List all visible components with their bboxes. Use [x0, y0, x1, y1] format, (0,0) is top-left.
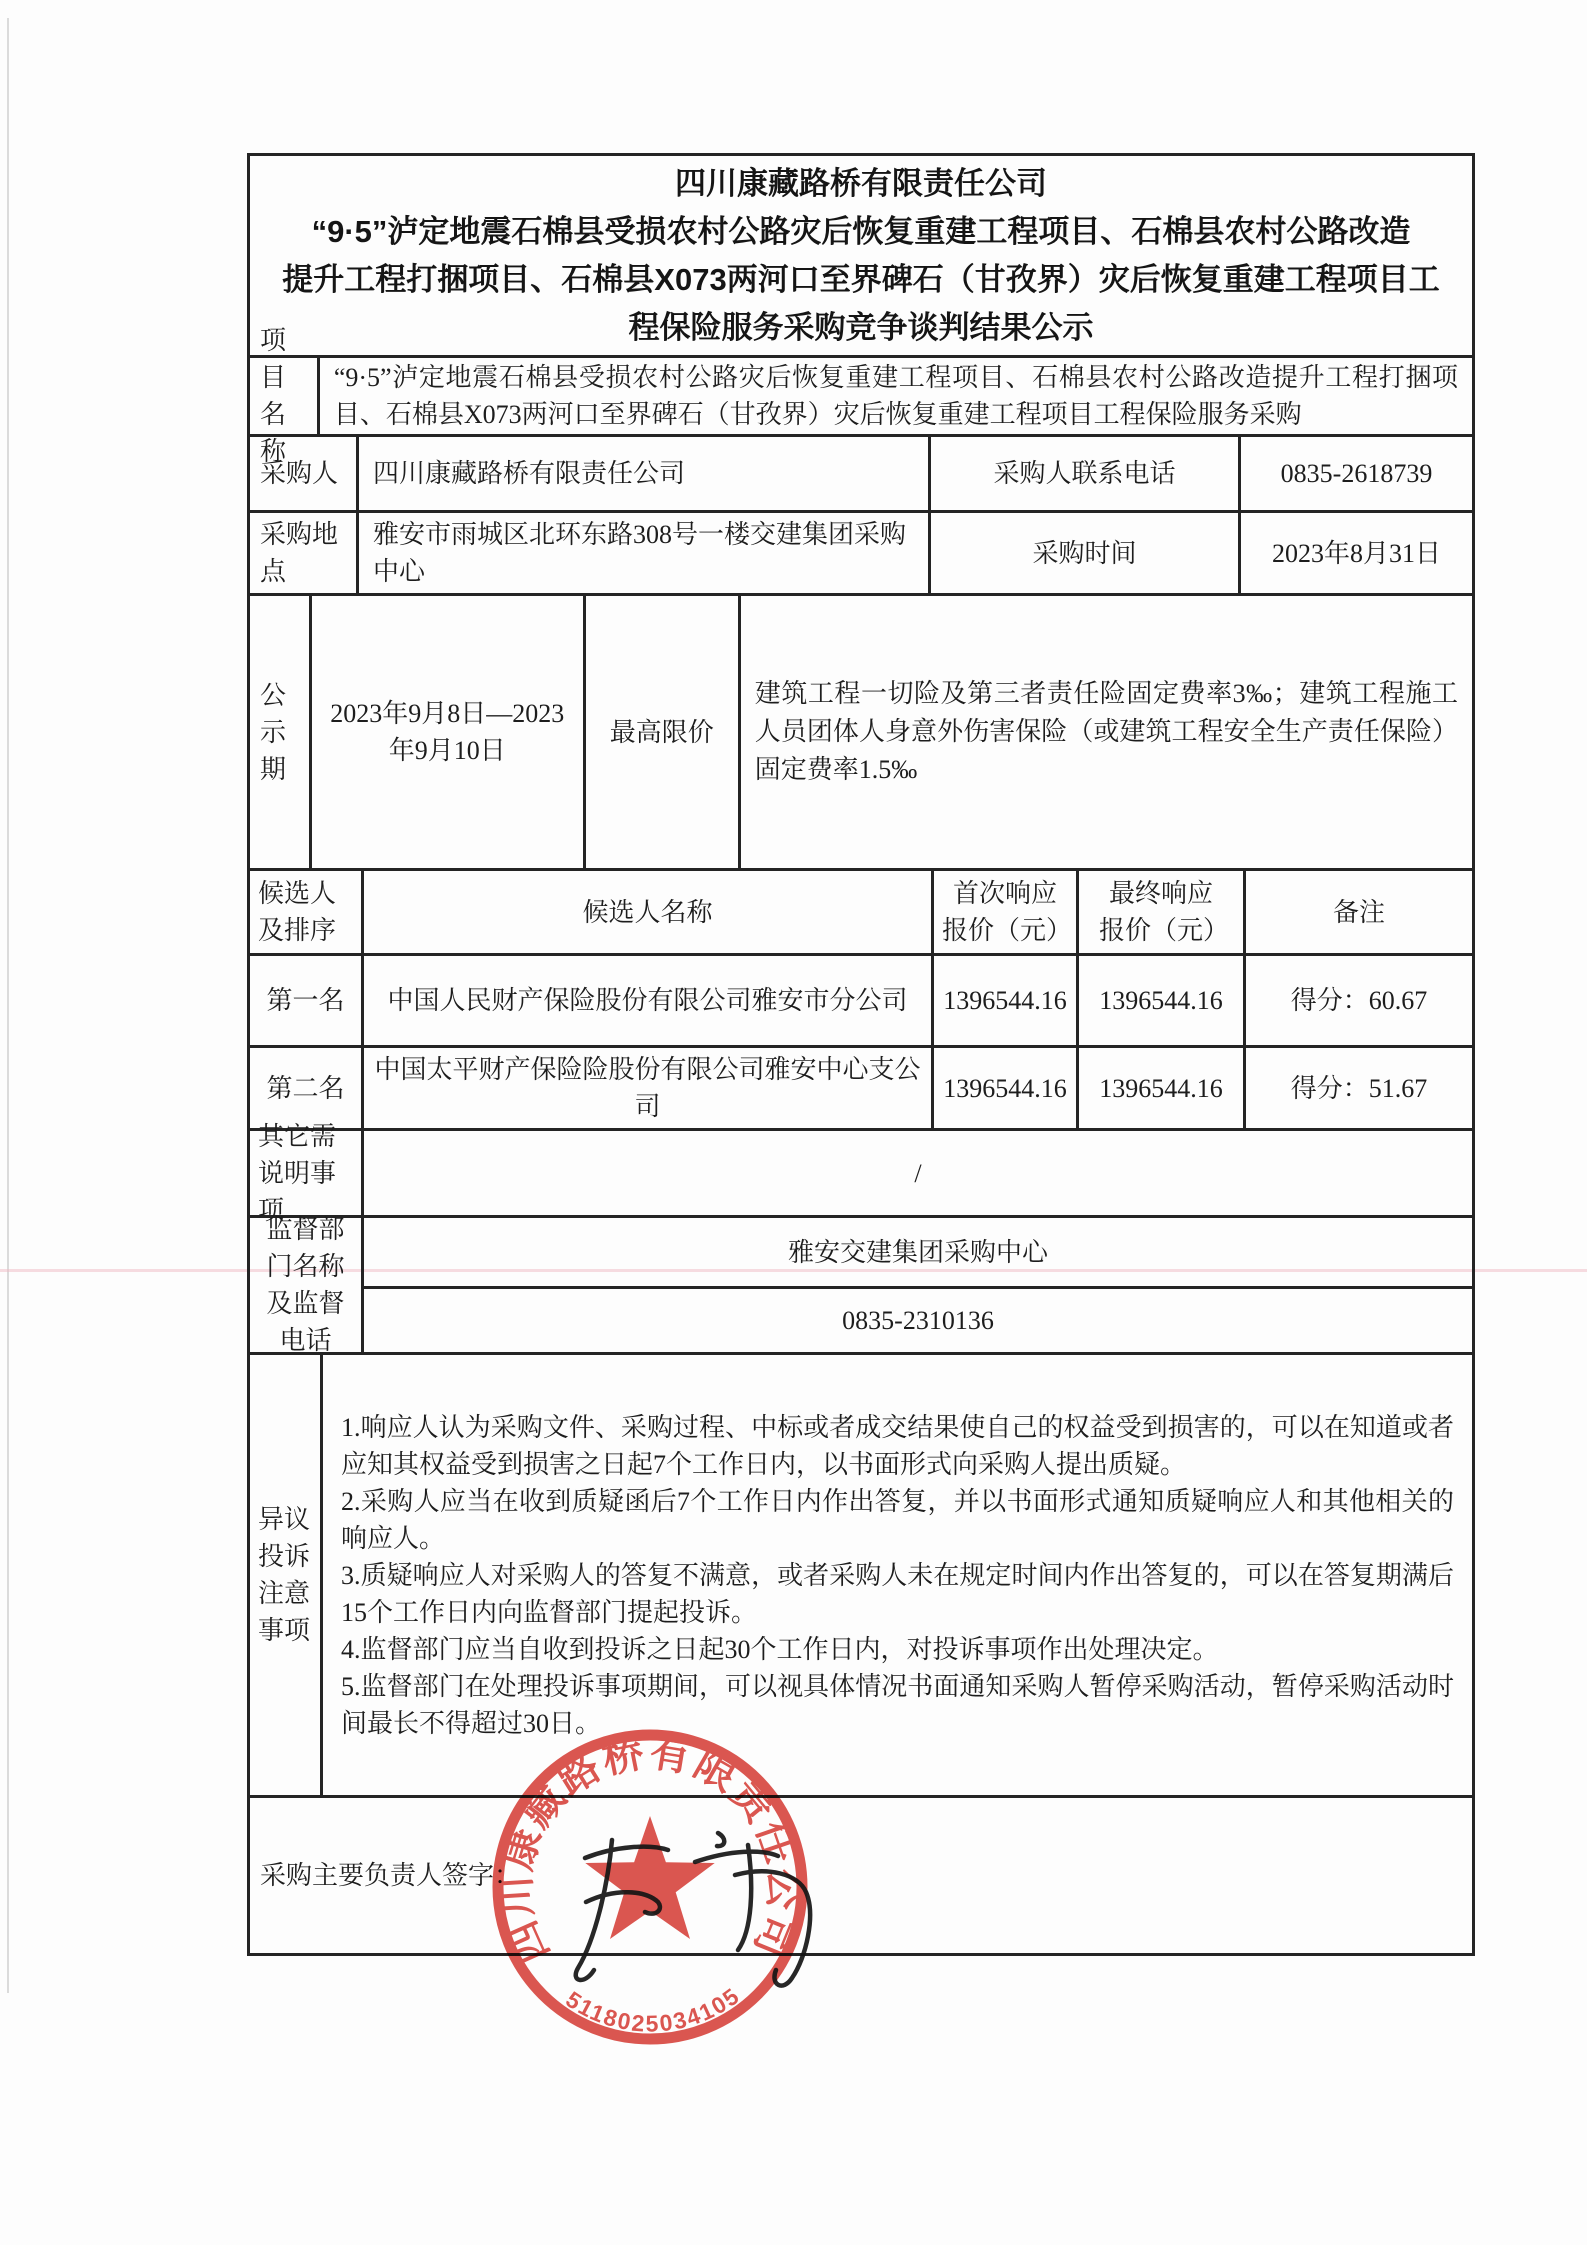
signature-cell: [250, 1798, 1472, 1953]
purchase-time-label: 采购时间: [928, 513, 1238, 593]
candidates-rank-header: 候选人及排序: [258, 879, 337, 945]
purchaser-label: 采购人: [260, 459, 339, 488]
row-candidates-header: [250, 868, 1472, 953]
row-purchaser: [250, 434, 1472, 510]
row-other-notes: [250, 1121, 1472, 1225]
candidate-2-final-price: 1396544.16: [1076, 1048, 1243, 1128]
project-name-value: “9·5”泸定地震石棉县受损农村公路灾后恢复重建工程项目、石棉县农村公路改造提升工程打捆项目、石棉县X073两河口至界碑石（甘孜界）灾后恢复重建工程项目工程保险服务采购: [317, 358, 1472, 434]
supervision-phone: 0835-2310136: [361, 1286, 1472, 1352]
purchaser-phone-value: 0835-2618739: [1238, 437, 1472, 510]
doc-title-line-2: 提升工程打捆项目、石棉县X073两河口至界碑石（甘孜界）灾后恢复重建工程项目工: [282, 261, 1440, 297]
candidate-1-name: 中国人民财产保险股份有限公司雅安市分公司: [361, 956, 931, 1045]
project-name-label: 项目名称: [260, 326, 287, 466]
remark-header: 备注: [1243, 871, 1472, 953]
candidate-1-first-price: 1396544.16: [931, 956, 1076, 1045]
purchaser-phone-label: 采购人联系电话: [928, 437, 1238, 510]
candidate-2-name: 中国太平财产保险险股份有限公司雅安中心支公司: [361, 1048, 931, 1128]
candidate-row-2: [250, 1045, 1472, 1128]
candidate-row-1: [250, 953, 1472, 1045]
signature-label: 采购主要负责人签字：: [260, 1861, 521, 1890]
doc-title-line-1: “9·5”泸定地震石棉县受损农村公路灾后恢复重建工程项目、石棉县农村公路改造: [311, 213, 1411, 249]
publicity-label: 公示期: [260, 680, 287, 784]
seal-serial-number: 5118025034105: [561, 1981, 745, 2037]
supervision-label: 监督部门名称及监督电话: [266, 1215, 345, 1355]
scan-edge-artifact: [7, 18, 9, 1993]
candidate-1-final-price: 1396544.16: [1076, 956, 1243, 1045]
candidate-2-remark: 得分：51.67: [1243, 1048, 1472, 1128]
row-objection: [250, 1352, 1472, 1795]
objection-item-3: 3.质疑响应人对采购人的答复不满意，或者采购人未在规定时间内作出答复的，可以在答复期满后15个工作日内向监督部门提起投诉。: [341, 1560, 1454, 1627]
purchase-time-value: 2023年8月31日: [1238, 513, 1472, 593]
candidate-1-rank: 第一名: [266, 986, 345, 1015]
candidates-name-header: 候选人名称: [361, 871, 931, 953]
supervision-values: [361, 1218, 1472, 1352]
purchaser-value: 四川康藏路桥有限责任公司: [356, 437, 928, 510]
objection-label: 异议投诉注意事项: [258, 1505, 311, 1645]
candidate-2-rank: 第二名: [266, 1073, 345, 1103]
doc-title-line-3: 程保险服务采购竞争谈判结果公示: [628, 309, 1094, 345]
first-price-header: 首次响应报价（元）: [931, 871, 1076, 953]
handwritten-signature: [540, 1810, 860, 2010]
objection-item-2: 2.采购人应当在收到质疑函后7个工作日内作出答复，并以书面形式通知质疑响应人和其他相关的响应人。: [341, 1486, 1454, 1553]
price-limit-label: 最高限价: [583, 596, 738, 868]
objection-item-1: 1.响应人认为采购文件、采购过程、中标或者成交结果使自己的权益受到损害的，可以在知道或者应知其权益受到损害之日起7个工作日内，以书面形式向采购人提出质疑。: [341, 1412, 1454, 1479]
candidate-2-first-price: 1396544.16: [931, 1048, 1076, 1128]
row-location: [250, 510, 1472, 593]
other-notes-label: 其它需说明事项: [258, 1121, 337, 1225]
row-publicity-period: [250, 593, 1472, 868]
announcement-table: [247, 153, 1475, 1956]
location-label: 采购地点: [260, 520, 339, 586]
objection-item-5: 5.监督部门在处理投诉事项期间，可以视具体情况书面通知采购人暂停采购活动，暂停采购活动时间最长不得超过30日。: [341, 1671, 1454, 1738]
other-notes-value: /: [361, 1131, 1472, 1215]
company-title: 四川康藏路桥有限责任公司: [675, 165, 1047, 201]
location-value: 雅安市雨城区北环东路308号一楼交建集团采购中心: [356, 513, 928, 593]
seal-company-text: 四川康藏路桥有限责任公司: [491, 1728, 808, 1971]
title-block: [250, 156, 1472, 355]
publicity-value: 2023年9月8日—2023年9月10日: [309, 596, 583, 868]
supervision-department: 雅安交建集团采购中心: [361, 1218, 1472, 1286]
candidate-1-remark: 得分：60.67: [1243, 956, 1472, 1045]
row-signature: [250, 1795, 1472, 1953]
final-price-header: 最终响应报价（元）: [1076, 871, 1243, 953]
price-limit-value: 建筑工程一切险及第三者责任险固定费率3‰；建筑工程施工人员团体人身意外伤害保险（或建筑工程安全生产责任保险）固定费率1.5‰: [738, 596, 1472, 868]
row-supervision: [250, 1215, 1472, 1355]
objection-item-4: 4.监督部门应当自收到投诉之日起30个工作日内，对投诉事项作出处理决定。: [341, 1634, 1219, 1664]
